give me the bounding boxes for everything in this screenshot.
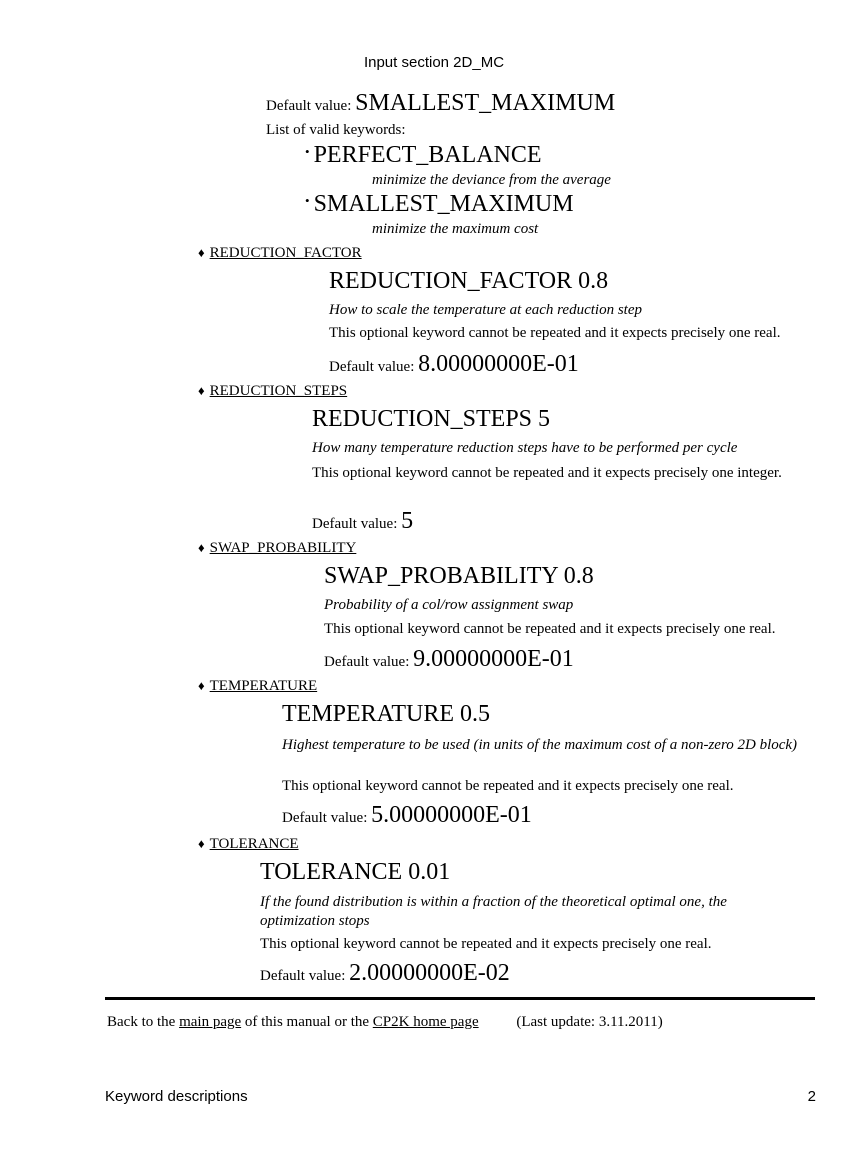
keyword-description: If the found distribution is within a fraction of the theoretical optimal one, the optimization stops (260, 894, 727, 929)
footer-navigation (107, 1014, 663, 1031)
valid-keyword-item (305, 142, 542, 169)
default-value-line (324, 646, 574, 673)
keyword-note: This optional keyword cannot be repeated and it expects precisely one real. (329, 325, 781, 341)
keyword-description: How to scale the temperature at each reduction step (329, 302, 642, 318)
horizontal-rule (105, 997, 815, 1000)
valid-keyword-name: PERFECT_BALANCE (313, 142, 542, 168)
default-value-label: Default value: (260, 968, 346, 984)
default-value-line (282, 802, 532, 829)
valid-keyword-item (305, 191, 574, 218)
keyword-link[interactable]: REDUCTION_STEPS (209, 383, 348, 399)
keyword-note: This optional keyword cannot be repeated and it expects precisely one real. (260, 936, 712, 952)
default-value-line (312, 508, 413, 535)
keyword-description: Highest temperature to be used (in units of the maximum cost of a non-zero 2D block) (282, 737, 798, 753)
cp2k-home-page-link[interactable]: CP2K home page (372, 1014, 479, 1030)
keyword-usage: REDUCTION_FACTOR 0.8 (329, 268, 609, 294)
keyword-entry-reduction-steps (198, 383, 347, 400)
keyword-entry-temperature (198, 678, 317, 695)
diamond-bullet-icon: ♦ (198, 383, 205, 398)
default-value-label: Default value: (266, 98, 352, 114)
diamond-bullet-icon: ♦ (198, 836, 205, 851)
page-footer-title: Keyword descriptions (105, 1088, 248, 1105)
default-value-label: Default value: (282, 810, 368, 826)
keyword-entry-swap-probability (198, 540, 356, 557)
keyword-usage: SWAP_PROBABILITY 0.8 (324, 563, 594, 589)
keyword-link[interactable]: TOLERANCE (209, 836, 299, 852)
diamond-bullet-icon: ♦ (198, 245, 205, 260)
keyword-description: How many temperature reduction steps have to be performed per cycle (312, 440, 738, 456)
default-value: 8.00000000E-01 (418, 351, 579, 377)
valid-keywords-label: List of valid keywords: (266, 122, 406, 138)
default-value-line (329, 351, 579, 378)
keyword-usage: REDUCTION_STEPS 5 (312, 406, 551, 432)
last-update: (Last update: 3.11.2011) (516, 1014, 663, 1030)
keyword-description: Probability of a col/row assignment swap (324, 597, 574, 613)
bullet-icon: • (305, 193, 310, 208)
keyword-entry-reduction-factor (198, 245, 362, 262)
default-value-line (266, 90, 615, 117)
main-page-link[interactable]: main page (179, 1014, 242, 1030)
default-value-label: Default value: (324, 654, 410, 670)
valid-keyword-name: SMALLEST_MAXIMUM (313, 191, 574, 217)
default-value: 5 (401, 508, 414, 534)
valid-keyword-desc: minimize the deviance from the average (372, 172, 611, 188)
default-value-label: Default value: (312, 516, 398, 532)
default-value-line (260, 960, 510, 987)
diamond-bullet-icon: ♦ (198, 678, 205, 693)
footer-back-text: Back to the (107, 1014, 176, 1030)
default-value: 9.00000000E-01 (413, 646, 574, 672)
diamond-bullet-icon: ♦ (198, 540, 205, 555)
default-value: 5.00000000E-01 (371, 802, 532, 828)
page-header: Input section 2D_MC (363, 54, 505, 71)
keyword-usage: TEMPERATURE 0.5 (282, 701, 491, 727)
keyword-usage: TOLERANCE 0.01 (260, 859, 451, 885)
valid-keyword-desc: minimize the maximum cost (372, 221, 539, 237)
page-number: 2 (807, 1088, 816, 1105)
default-value-label: Default value: (329, 359, 415, 375)
keyword-link[interactable]: SWAP_PROBABILITY (209, 540, 357, 556)
keyword-link[interactable]: REDUCTION_FACTOR (209, 245, 362, 261)
keyword-note: This optional keyword cannot be repeated and it expects precisely one integer. (312, 465, 782, 481)
keyword-note: This optional keyword cannot be repeated and it expects precisely one real. (282, 778, 734, 794)
keyword-note: This optional keyword cannot be repeated and it expects precisely one real. (324, 621, 776, 637)
bullet-icon: • (305, 144, 310, 159)
default-value: SMALLEST_MAXIMUM (355, 90, 616, 116)
keyword-entry-tolerance (198, 836, 299, 853)
default-value: 2.00000000E-02 (349, 960, 510, 986)
footer-middle-text: of this manual or the (244, 1014, 370, 1030)
keyword-link[interactable]: TEMPERATURE (209, 678, 318, 694)
